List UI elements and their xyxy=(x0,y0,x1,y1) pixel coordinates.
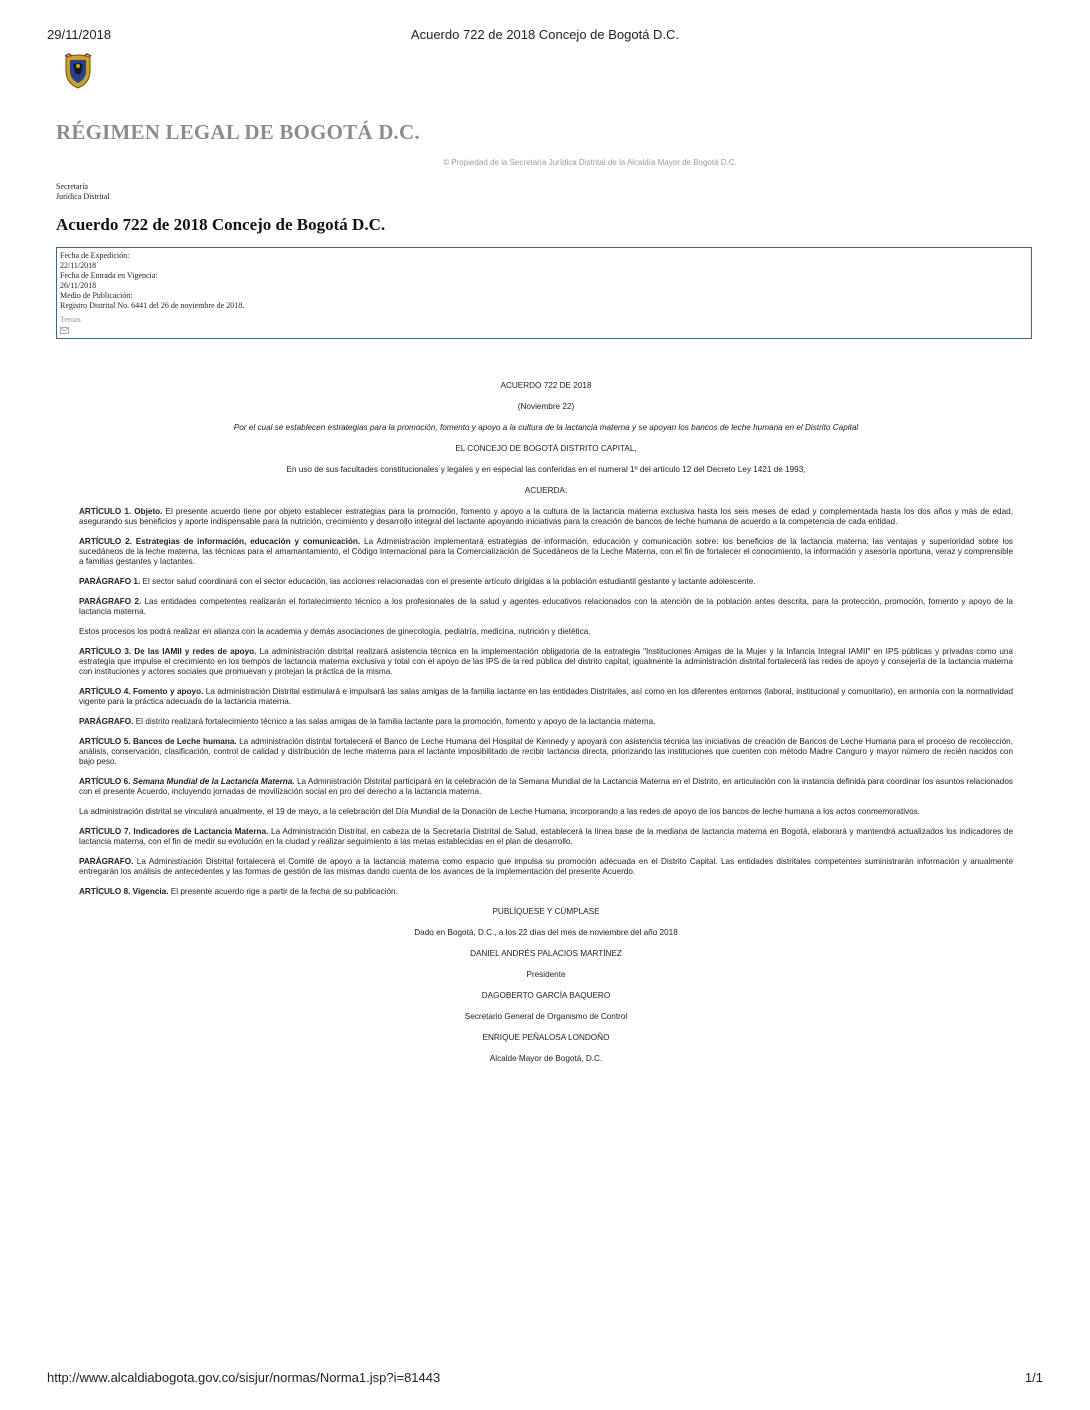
paragraph-2 xyxy=(79,597,1013,617)
article-5-heading: ARTÍCULO 5. Bancos de Leche humana. xyxy=(79,737,237,746)
signatory-2-role: Secretario General de Organismo de Control xyxy=(464,1012,628,1021)
article-7-body: La Administración Distrital, en cabeza de la Secretaría Distrital de Salud, establecerá la línea base de la mediana de lactancia materna en Bogotá, elaborará y mantendrá actualizados los indicadores de lactancia materna, con el fin de medir su evolución en la ciudad y realizar seguimiento a las metas establecidas en el plan de desarrollo. xyxy=(79,827,1013,846)
acuerdo-subtitle xyxy=(79,423,1013,433)
article-4-heading: ARTÍCULO 4. Fomento y apoyo. xyxy=(79,687,204,696)
article-1 xyxy=(79,507,1013,527)
article-7 xyxy=(79,827,1013,847)
paragraph-1-body: El sector salud coordinará con el sector educación, las acciones relacionadas con el presente artículo dirigidas a la población estudiantil gestante y lactante adolescente. xyxy=(140,577,756,586)
signatory-3-name: ENRIQUE PEÑALOSA LONDOÑO xyxy=(482,1033,610,1042)
signatory-2-name: DAGOBERTO GARCÍA BAQUERO xyxy=(481,991,611,1000)
paragraph-4-heading: PARÁGRAFO. xyxy=(79,857,134,866)
temas-link[interactable]: Temas xyxy=(60,315,81,324)
article-5-body: La administración distrital fortalecerá el Banco de Leche Humana del Hospital de Kennedy y apoyará con asistencia técnica las iniciativas de creación de Bancos de Leche Humana para el proceso de recolección, análisis, conservación, clasificación, control de calidad y distribución de leche materna para el lactante imposibilitado de recibir lactancia directa, priorizando las instituciones que cuenten con método Madre Canguro y mayor número de recién nacidos con bajo peso. xyxy=(79,737,1013,766)
medio-publicacion-value: Registro Distrital No. 6441 del 26 de noviembre de 2018. xyxy=(60,301,245,310)
article-6-title: Semana Mundial de la Lactancia Materna. xyxy=(130,777,295,786)
article-2 xyxy=(79,537,1013,567)
paragraph-2-heading: PARÁGRAFO 2. xyxy=(79,597,142,606)
coat-of-arms-icon xyxy=(63,53,93,89)
source-url[interactable]: http://www.alcaldiabogota.gov.co/sisjur/normas/Norma1.jsp?i=81443 xyxy=(47,1370,441,1385)
article-4 xyxy=(79,687,1013,707)
dado-en: Dado en Bogotá, D.C., a los 22 días del mes de noviembre del año 2018 xyxy=(414,928,678,937)
secretaria-line-1: Secretaría xyxy=(56,182,88,191)
acuerdo-date: (Noviembre 22) xyxy=(517,402,575,411)
secretaria-line-2: Jurídica Distrital xyxy=(56,192,110,201)
fecha-vigencia-value: 26/11/2018 xyxy=(60,281,97,290)
article-8-body: El presente acuerdo rige a partir de la fecha de su publicación. xyxy=(168,887,398,896)
print-header xyxy=(47,27,1043,43)
paragraph-4 xyxy=(79,857,1013,877)
metadata-box xyxy=(56,247,1032,339)
article-6-body: La Administración Distrital participará en la celebración de la Semana Mundial de la Lactancia Materna en el Distrito, en articulación con la instancia definida para coordinar los asuntos relacionados con el presente Acuerdo, incluyendo jornadas de movilización social en pro del derecho a la lactancia materna. xyxy=(79,777,1014,796)
fecha-expedicion-value: 22/11/2018 xyxy=(60,261,97,270)
paragraph-1 xyxy=(79,577,1013,587)
paragraph-2-body: Las entidades competentes realizarán el fortalecimiento técnico a los profesionales de la salud y agentes educativos relacionados con la atención de la población antes descrita, para la protección, promoción, fomento y apoyo de la lactancia materna. xyxy=(79,597,1013,616)
issuer: EL CONCEJO DE BOGOTÁ DISTRITO CAPITAL, xyxy=(455,444,637,453)
article-2-heading: ARTÍCULO 2. Estrategias de información, educación y comunicación. xyxy=(79,537,361,546)
acuerdo-heading: ACUERDO 722 DE 2018 xyxy=(500,381,592,390)
page-count: 1/1 xyxy=(1024,1370,1043,1385)
document-body xyxy=(79,381,1013,1075)
article-1-body: El presente acuerdo tiene por objeto establecer estrategias para la promoción, fomento y apoyo a la cultura de la lactancia materna exclusiva hasta los seis meses de edad y complementada hasta los dos años y más de edad, asegurando sus beneficios y aporte indispensable para la nutrición, crecimiento y desarrollo integral del lactante apoyando iniciativas para la creación de bancos de leche humana de acuerdo a la competencia de cada entidad. xyxy=(79,507,1013,526)
medio-publicacion-label: Medio de Publicación: xyxy=(60,291,133,300)
fecha-vigencia-label: Fecha de Entrada en Vigencia: xyxy=(60,271,158,280)
paragraph-3 xyxy=(79,717,1013,727)
paragraph-1-heading: PARÁGRAFO 1. xyxy=(79,577,141,586)
paragraph-3-heading: PARÁGRAFO. xyxy=(79,717,134,726)
paragraph-4-body: La Administración Distrital fortalecerá el Comité de apoyo a la lactancia materna como espacio que impulsa su promoción adecuada en el Distrito Capital. Las entidades distritales competentes suministrarán información y anualmente entregarán los análisis de antecedentes y las formas de gestión de las mismas dando cuenta de los avances de la implementación del presente Acuerdo. xyxy=(79,857,1013,876)
procesos-text: Estos procesos los podrá realizar en alianza con la academia y demás asociaciones de ginecología, pediatría, medicina, nutrición y dietética. xyxy=(79,627,591,636)
article-7-heading: ARTÍCULO 7. Indicadores de Lactancia Materna. xyxy=(79,827,269,836)
article-5 xyxy=(79,737,1013,767)
print-title: Acuerdo 722 de 2018 Concejo de Bogotá D.C. xyxy=(410,27,680,42)
envelope-icon[interactable] xyxy=(60,327,69,334)
paragraph-3-body: El distrito realizará fortalecimiento técnico a las salas amigas de la familia lactante para la promoción, fomento y apoyo de la lactancia materna. xyxy=(133,717,656,726)
article-3-body: La administración distrital realizará asistencia técnica en la implementación obligatoria de la estrategia "Instituciones Amigas de la Mujer y la Infancia Integral IAMII" en IPS públicas y privadas como una estrategia que impulse el crecimiento en los tiempos de lactancia materna exclusiva y total con el apoyo de las IPS de la red pública del distrito capital, igualmente la administración distrital fortalecerá las redes de apoyo y consejería de la lactancia materna con instituciones y actores sociales que promuevan y protejan la práctica de la misma. xyxy=(79,647,1013,676)
acuerdo-subtitle-text: Por el cual se establecen estrategias para la promoción, fomento y apoyo a la cultura de la lactancia materna y se apoyan los bancos de leche humana en el Distrito Capital xyxy=(233,423,859,432)
fecha-expedicion-label: Fecha de Expedición: xyxy=(60,251,130,260)
article-1-heading: ARTÍCULO 1. Objeto. xyxy=(79,507,163,516)
print-footer xyxy=(47,1370,1043,1386)
copyright-notice: © Propiedad de la Secretaría Jurídica Distrital de la Alcaldía Mayor de Bogotá D.C. xyxy=(443,158,737,167)
page-title: Acuerdo 722 de 2018 Concejo de Bogotá D.C. xyxy=(56,215,386,234)
article-3 xyxy=(79,647,1013,677)
signatory-1-name: DANIEL ANDRÉS PALACIOS MARTÍNEZ xyxy=(470,949,622,958)
article-8 xyxy=(79,887,1013,897)
acuerda: ACUERDA: xyxy=(524,486,568,495)
article-2-body: La Administración implementará estrategias de información, educación y comunicación sobre: los beneficios de la lactancia materna; las ventajas y superioridad sobre los sucedáneos de la leche materna, las técnicas para el amamantamiento, el Código Internacional para la Comercialización de Sucedáneos de la Leche Materna, con el fin de fortalecer el conocimiento, la información y asesoría oportuna, veraz y comprensible a familias gestantes y lactantes. xyxy=(79,537,1014,566)
article-3-heading: ARTÍCULO 3. De las IAMII y redes de apoyo. xyxy=(79,647,257,656)
article-6 xyxy=(79,777,1013,797)
article-4-body: La administración Distrital estimulará e impulsará las salas amigas de la familia lactante en las entidades Distritales, así como en los diferentes entornos (laboral, institucional y comunitario), en armonía con la normatividad vigente para la práctica adecuada de la lactancia materna. xyxy=(79,687,1014,706)
secretaria-label xyxy=(56,182,110,202)
signatory-1-role: Presidente xyxy=(526,970,566,979)
article-8-heading: ARTÍCULO 8. Vigencia. xyxy=(79,887,169,896)
publiquese: PUBLÍQUESE Y CÚMPLASE xyxy=(492,907,600,916)
print-date: 29/11/2018 xyxy=(47,27,112,42)
signatory-3-role: Alcalde Mayor de Bogotá, D.C. xyxy=(489,1054,603,1063)
powers: En uso de sus facultades constitucionales y legales y en especial las conferidas en el numeral 1º del artículo 12 del Decreto Ley 1421 de 1993, xyxy=(286,465,806,474)
site-title: RÉGIMEN LEGAL DE BOGOTÁ D.C. xyxy=(56,120,420,144)
article-6-heading: ARTÍCULO 6. xyxy=(79,777,131,786)
admin-distrital-text: La administración distrital se vinculará anualmente, el 19 de mayo, a la celebración del Día Mundial de la Donación de Leche Humana, incorporando a las redes de apoyo de los bancos de leche humana a los actos conmemorativos. xyxy=(79,807,921,816)
